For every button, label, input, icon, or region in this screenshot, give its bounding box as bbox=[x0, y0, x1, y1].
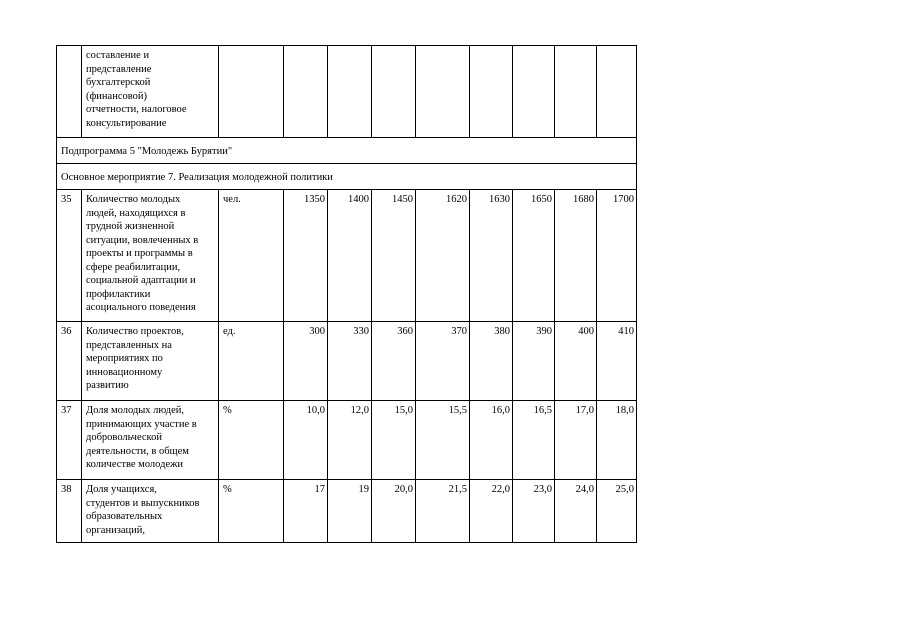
table-row-continuation bbox=[57, 46, 637, 138]
value-cell: 19 bbox=[328, 480, 372, 543]
value-cell: 21,5 bbox=[416, 480, 470, 543]
value-cell: 10,0 bbox=[284, 401, 328, 480]
value-cell: 1650 bbox=[513, 190, 555, 322]
name-line: студентов и выпускников bbox=[86, 497, 200, 509]
unit-cell: чел. bbox=[219, 190, 284, 322]
row-number-cell bbox=[57, 46, 82, 138]
value-cell: 16,0 bbox=[470, 401, 513, 480]
indicator-name-cell bbox=[82, 480, 219, 543]
unit-cell: % bbox=[219, 401, 284, 480]
value-cell: 20,0 bbox=[372, 480, 416, 543]
row-number-cell: 35 bbox=[57, 190, 82, 322]
value-cell bbox=[470, 46, 513, 138]
name-line: инновационному bbox=[86, 366, 163, 378]
indicator-table bbox=[56, 45, 637, 543]
name-line: отчетности, налоговое bbox=[86, 104, 187, 115]
name-line: асоциального поведения bbox=[86, 302, 196, 313]
name-line: Доля молодых людей, bbox=[86, 405, 184, 416]
value-cell: 12,0 bbox=[328, 401, 372, 480]
value-cell: 1350 bbox=[284, 190, 328, 322]
name-line: мероприятиях по bbox=[86, 353, 163, 364]
value-cell: 25,0 bbox=[597, 480, 637, 543]
name-line: Доля учащихся, bbox=[86, 484, 157, 495]
value-cell bbox=[597, 46, 637, 138]
unit-cell: ед. bbox=[219, 322, 284, 401]
name-line: организаций, bbox=[86, 524, 145, 536]
value-cell: 23,0 bbox=[513, 480, 555, 543]
value-cell: 22,0 bbox=[470, 480, 513, 543]
row-number-cell: 36 bbox=[57, 322, 82, 401]
name-line: бухгалтерской bbox=[86, 77, 151, 88]
subprogram-title: Подпрограмма 5 "Молодежь Бурятии" bbox=[57, 138, 637, 164]
value-cell bbox=[284, 46, 328, 138]
value-cell: 1630 bbox=[470, 190, 513, 322]
indicator-name-cell bbox=[82, 401, 219, 480]
value-cell: 15,5 bbox=[416, 401, 470, 480]
value-cell: 400 bbox=[555, 322, 597, 401]
name-line: сфере реабилитации, bbox=[86, 261, 181, 273]
value-cell bbox=[328, 46, 372, 138]
value-cell: 18,0 bbox=[597, 401, 637, 480]
name-line: представленных на bbox=[86, 339, 172, 351]
value-cell bbox=[416, 46, 470, 138]
unit-cell: % bbox=[219, 480, 284, 543]
value-cell: 16,5 bbox=[513, 401, 555, 480]
indicator-name-cell bbox=[82, 190, 219, 322]
value-cell: 360 bbox=[372, 322, 416, 401]
value-cell: 1700 bbox=[597, 190, 637, 322]
value-cell: 17 bbox=[284, 480, 328, 543]
name-line: социальной адаптации и bbox=[86, 275, 196, 286]
value-cell: 1450 bbox=[372, 190, 416, 322]
value-cell bbox=[372, 46, 416, 138]
name-line: профилактики bbox=[86, 288, 151, 300]
value-cell: 380 bbox=[470, 322, 513, 401]
indicator-name-cell bbox=[82, 322, 219, 401]
name-line: Количество молодых bbox=[86, 194, 181, 205]
value-cell: 1620 bbox=[416, 190, 470, 322]
name-line: образовательных bbox=[86, 511, 163, 522]
name-line: составление и bbox=[86, 50, 150, 61]
name-line: людей, находящихся в bbox=[86, 207, 186, 219]
indicator-name-cell bbox=[82, 46, 219, 138]
table-row bbox=[57, 401, 637, 480]
row-number-cell: 38 bbox=[57, 480, 82, 543]
name-line: принимающих участие в bbox=[86, 418, 197, 430]
value-cell: 330 bbox=[328, 322, 372, 401]
table-row bbox=[57, 322, 637, 401]
name-line: деятельности, в общем bbox=[86, 445, 189, 457]
name-line: проекты и программы в bbox=[86, 248, 193, 259]
value-cell: 1400 bbox=[328, 190, 372, 322]
value-cell: 24,0 bbox=[555, 480, 597, 543]
main-activity-row bbox=[57, 164, 637, 190]
subprogram-row bbox=[57, 138, 637, 164]
name-line: количестве молодежи bbox=[86, 459, 183, 470]
value-cell bbox=[513, 46, 555, 138]
name-line: консультирование bbox=[86, 117, 167, 129]
main-activity-title: Основное мероприятие 7. Реализация молодежной политики bbox=[57, 164, 637, 190]
table-row bbox=[57, 190, 637, 322]
value-cell: 370 bbox=[416, 322, 470, 401]
value-cell: 410 bbox=[597, 322, 637, 401]
name-line: трудной жизненной bbox=[86, 221, 175, 232]
table-row bbox=[57, 480, 637, 543]
value-cell: 17,0 bbox=[555, 401, 597, 480]
name-line: ситуации, вовлеченных в bbox=[86, 234, 199, 246]
value-cell: 15,0 bbox=[372, 401, 416, 480]
value-cell bbox=[555, 46, 597, 138]
name-line: представление bbox=[86, 63, 152, 75]
value-cell: 390 bbox=[513, 322, 555, 401]
name-line: (финансовой) bbox=[86, 90, 147, 102]
value-cell: 300 bbox=[284, 322, 328, 401]
name-line: добровольческой bbox=[86, 432, 162, 443]
name-line: Количество проектов, bbox=[86, 326, 184, 337]
unit-cell bbox=[219, 46, 284, 138]
name-line: развитию bbox=[86, 380, 129, 391]
row-number-cell: 37 bbox=[57, 401, 82, 480]
value-cell: 1680 bbox=[555, 190, 597, 322]
